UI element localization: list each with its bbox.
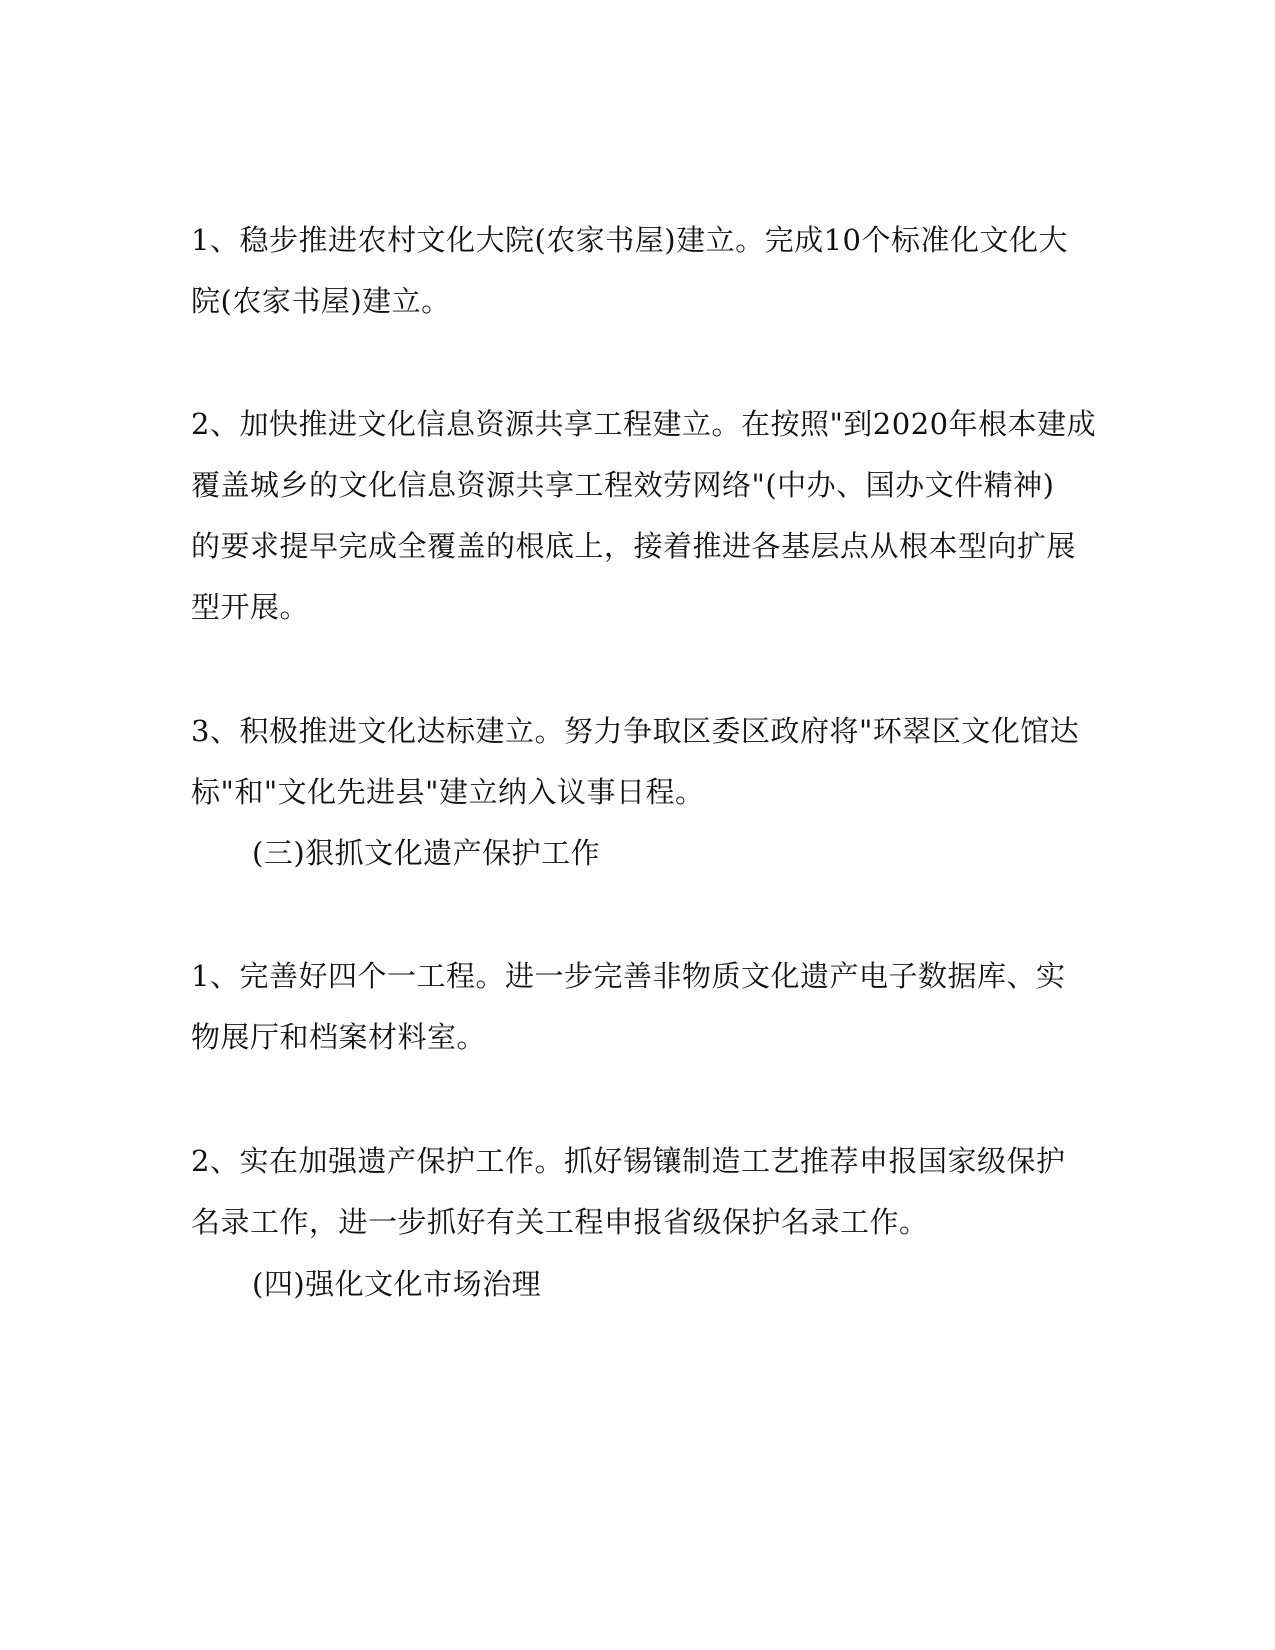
section-heading: (四)强化文化市场治理 (252, 1267, 542, 1301)
paragraph-line: 标"和"文化先进县"建立纳入议事日程。 (191, 775, 705, 809)
paragraph-line: 1、稳步推进农村文化大院(农家书屋)建立。完成10个标准化文化大 (191, 223, 1068, 257)
paragraph-line: 1、完善好四个一工程。进一步完善非物质文化遗产电子数据库、实 (191, 959, 1066, 993)
paragraph-line: 名录工作，进一步抓好有关工程申报省级保护名录工作。 (191, 1205, 929, 1239)
paragraph-line: 3、积极推进文化达标建立。努力争取区委区政府将"环翠区文化馆达 (191, 714, 1080, 748)
paragraph-line: 2、实在加强遗产保护工作。抓好锡镶制造工艺推荐申报国家级保护 (191, 1144, 1066, 1178)
section-heading: (三)狠抓文化遗产保护工作 (252, 836, 601, 870)
paragraph-line: 的要求提早完成全覆盖的根底上，接着推进各基层点从根本型向扩展 (191, 529, 1077, 563)
paragraph-line: 型开展。 (191, 590, 310, 624)
paragraph-line: 覆盖城乡的文化信息资源共享工程效劳网络"(中办、国办文件精神) (191, 468, 1055, 502)
paragraph-line: 物展厅和档案材料室。 (191, 1020, 487, 1054)
paragraph-line: 2、加快推进文化信息资源共享工程建立。在按照"到2020年根本建成 (191, 407, 1097, 441)
paragraph-line: 院(农家书屋)建立。 (191, 284, 451, 318)
